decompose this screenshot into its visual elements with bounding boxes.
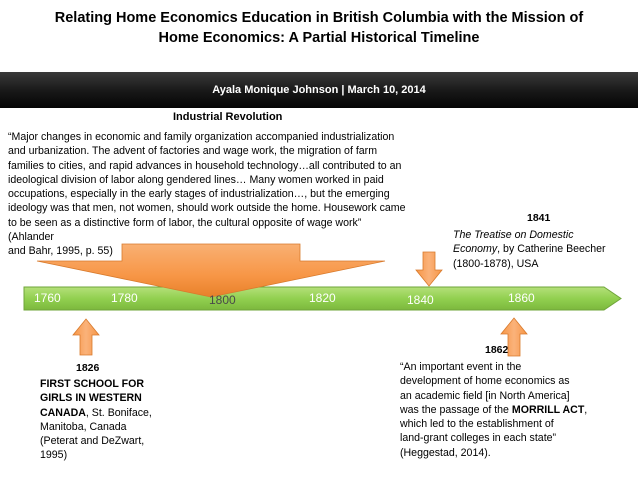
- morrill-act: MORRILL ACT: [511, 403, 585, 416]
- author-date: Ayala Monique Johnson | March 10, 2014: [212, 84, 426, 96]
- treatise-title: Economy: [453, 243, 498, 256]
- school-line: Manitoba, Canada: [40, 420, 127, 433]
- arrow-1841: [416, 252, 442, 286]
- industrial-revolution-label: Industrial Revolution: [173, 111, 283, 123]
- title-line-2: Home Economics: A Partial Historical Timeline: [158, 30, 480, 46]
- arrow-1862: [501, 318, 527, 356]
- year-1826: 1826: [76, 362, 100, 374]
- school-line: FIRST SCHOOL FOR: [40, 378, 144, 390]
- quote-line: families to cities, and rapid advances in household technology…all contributed to an: [8, 159, 402, 172]
- school-line: GIRLS IN WESTERN: [40, 392, 142, 405]
- morrill-line: land-grant colleges in each state”: [400, 432, 557, 445]
- school-line: CANADA: [40, 406, 86, 419]
- quote-line: and Bahr, 1995, p. 55): [8, 245, 113, 258]
- school-line: 1995): [40, 449, 68, 462]
- tick-label: 1780: [111, 291, 138, 305]
- quote-line: “Major changes in economic and family organization accompanied industrialization: [8, 131, 395, 143]
- quote-line: occupations, especially in the early stages of industrialization…, but the emerging: [8, 188, 390, 201]
- tick-label: 1840: [407, 293, 434, 307]
- morrill-line: development of home economics as: [400, 375, 570, 388]
- treatise-dates: (1800-1878), USA: [453, 257, 539, 270]
- morrill-line: (Heggestad, 2014).: [400, 446, 491, 459]
- treatise-author: , by Catherine Beecher: [497, 243, 606, 256]
- morrill-post: ,: [584, 403, 588, 416]
- school-location: , St. Boniface,: [85, 406, 152, 419]
- quote-line: ideology was that men, not women, should work outside the home. Housework came: [8, 202, 406, 215]
- morrill-line: an academic field [in North America]: [400, 389, 570, 402]
- year-1841: 1841: [527, 212, 551, 224]
- quote-line: to be seen as a distinctive form of labor, the cultural opposite of wage work” (Ahlander: [8, 216, 362, 244]
- treatise-title: The Treatise on Domestic: [453, 229, 574, 241]
- quote-line: and urbanization. The advent of factories and wage work, the migration of farm: [8, 145, 378, 158]
- tick-label: 1800: [209, 293, 236, 307]
- tick-label: 1820: [309, 291, 336, 305]
- year-1862: 1862: [485, 344, 509, 356]
- title-line-1: Relating Home Economics Education in British Columbia with the Mission of: [54, 10, 584, 26]
- industrial-revolution-quote: [8, 130, 408, 259]
- arrow-1826: [73, 319, 99, 355]
- quote-line: ideological division of labor along gendered lines… Many women worked in paid: [8, 173, 384, 186]
- school-line: (Peterat and DeZwart,: [40, 435, 145, 448]
- tick-label: 1860: [508, 291, 535, 305]
- morrill-line: “An important event in the: [400, 361, 522, 373]
- tick-label: 1760: [34, 291, 61, 305]
- morrill-pre: was the passage of the: [400, 403, 512, 416]
- morrill-line: which led to the establishment of: [400, 418, 554, 431]
